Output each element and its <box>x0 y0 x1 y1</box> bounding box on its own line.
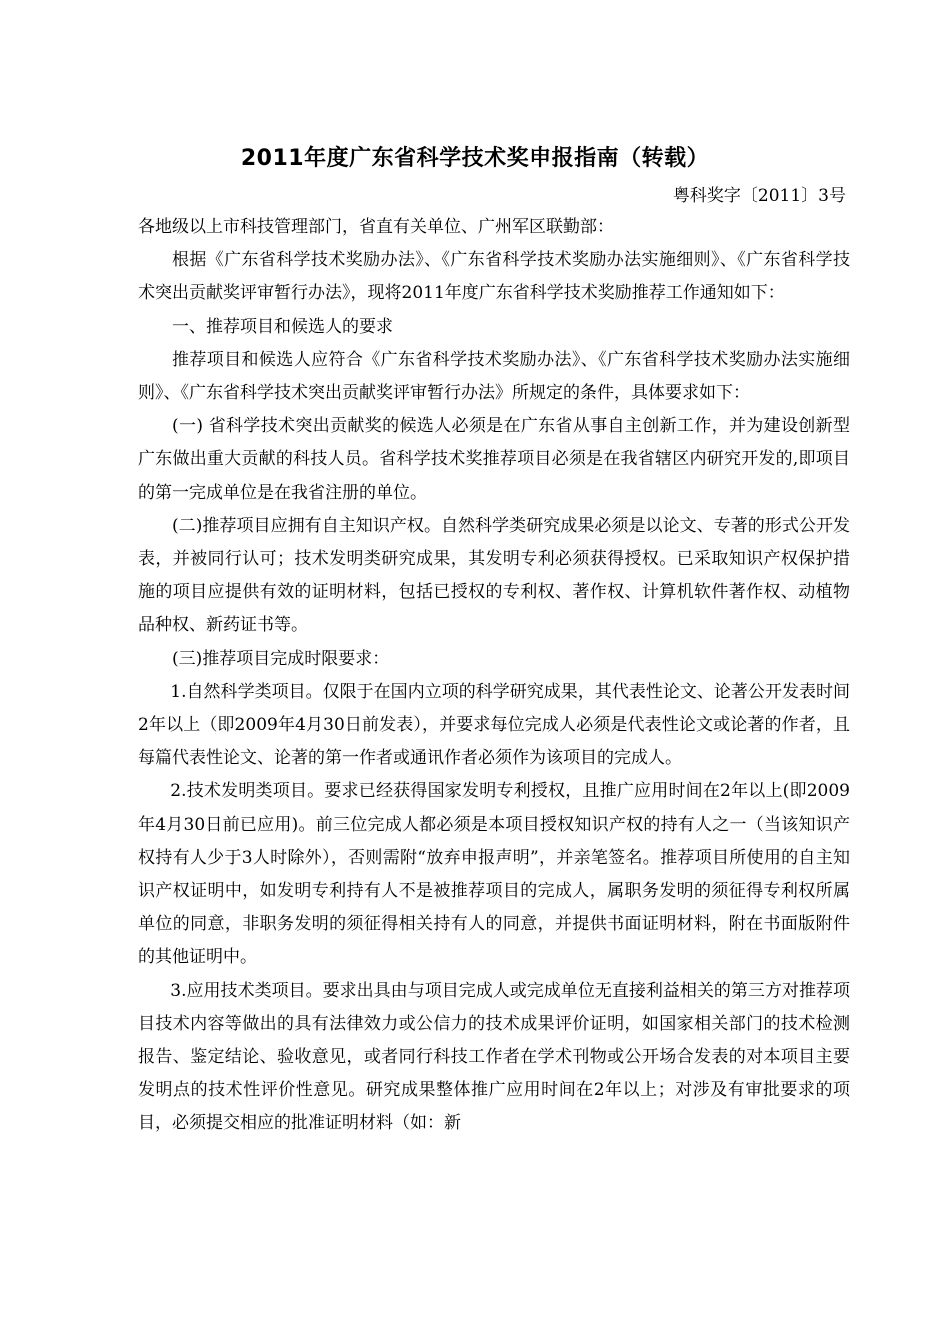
document-body <box>138 211 850 1141</box>
paragraph-intro: 根据《广东省科学技术奖励办法》、《广东省科学技术奖励办法实施细则》、《广东省科学技术突出贡献奖评审暂行办法》，现将2011年度广东省科学技术奖励推荐工作通知如下： <box>138 250 850 304</box>
paragraph-technical-invention: 2.技术发明类项目。要求已经获得国家发明专利授权，且推广应用时间在2年以上(即2009年4月30日前已应用)。前三位完成人都必须是本项目授权知识产权的持有人之一（当该知识产权持有人少于3人时除外），否则需附“放弃申报声明”，并亲笔签名。推荐项目所使用的自主知识产权证明中，如发明专利持有人不是被推荐项目的完成人，属职务发明的须征得专利权所属单位的同意，非职务发明的须征得相关持有人的同意，并提供书面证明材料，附在书面版附件的其他证明中。 <box>138 781 850 968</box>
paragraph-item-2: (二)推荐项目应拥有自主知识产权。自然科学类研究成果必须是以论文、专著的形式公开发表，并被同行认可；技术发明类研究成果，其发明专利必须获得授权。已采取知识产权保护措施的项目应提供有效的证明材料，包括已授权的专利权、著作权、计算机软件著作权、动植物品种权、新药证书等。 <box>138 515 850 636</box>
paragraph-requirements: 推荐项目和候选人应符合《广东省科学技术奖励办法》、《广东省科学技术奖励办法实施细则》、《广东省科学技术突出贡献奖评审暂行办法》所规定的条件，具体要求如下： <box>138 349 850 404</box>
document-title: 2011年度广东省科学技术奖申报指南（转载） <box>240 146 710 171</box>
paragraph-item-1: (一) 省科学技术突出贡献奖的候选人必须是在广东省从事自主创新工作，并为建设创新型广东做出重大贡献的科技人员。省科学技术奖推荐项目必须是在我省辖区内研究开发的,即项目的第一完成单位是在我省注册的单位。 <box>138 416 850 503</box>
section-heading-1: 一、推荐项目和候选人的要求 <box>172 316 393 337</box>
paragraph-natural-science: 1.自然科学类项目。仅限于在国内立项的科学研究成果，其代表性论文、论著公开发表时间2年以上（即2009年4月30日前发表），并要求每位完成人必须是代表性论文或论著的作者，且每篇代表性论文、论著的第一作者或通讯作者必须作为该项目的完成人。 <box>138 681 850 769</box>
paragraph-applied-technology: 3.应用技术类项目。要求出具由与项目完成人或完成单位无直接利益相关的第三方对推荐项目技术内容等做出的具有法律效力或公信力的技术成果评价证明，如国家相关部门的技术检测报告、鉴定结论、验收意见，或者同行科技工作者在学术刊物或公开场合发表的对本项目主要发明点的技术性评价性意见。研究成果整体推广应用时间在2年以上；对涉及有审批要求的项目，必须提交相应的批准证明材料（如：新 <box>138 980 850 1134</box>
document-number: 粤科奖字〔2011〕3号 <box>672 186 846 206</box>
salutation: 各地级以上市科技管理部门，省直有关单位、广州军区联勤部： <box>138 217 614 237</box>
paragraph-item-3: (三)推荐项目完成时限要求： <box>172 648 390 669</box>
